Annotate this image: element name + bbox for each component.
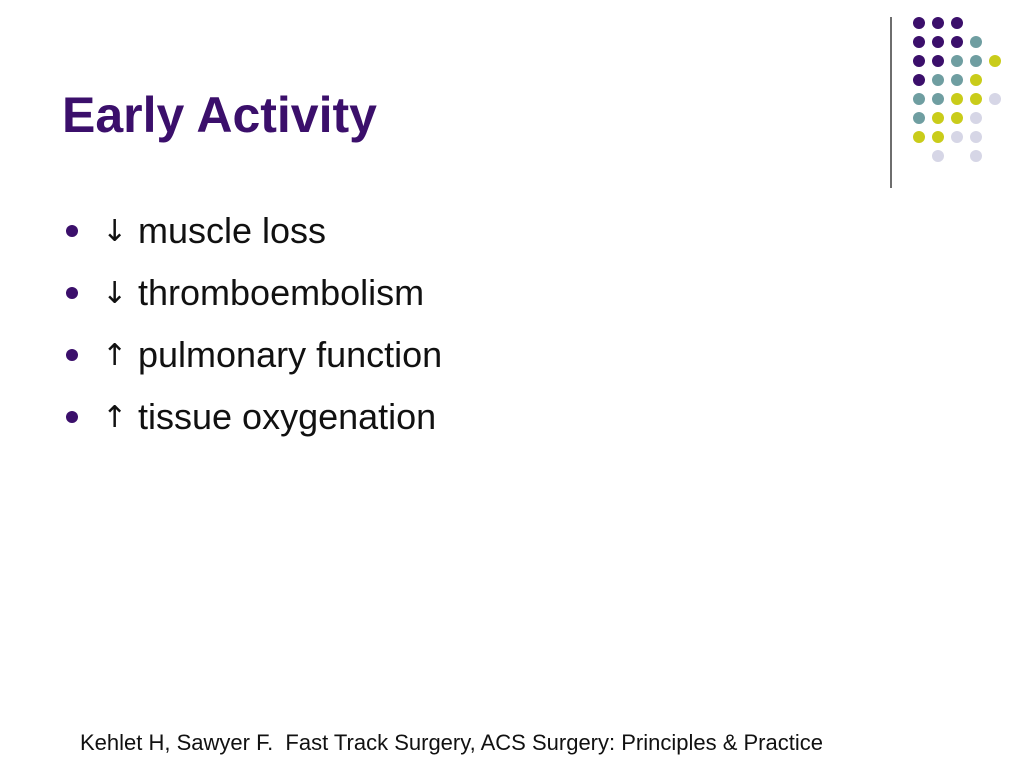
decor-dot xyxy=(970,74,982,86)
bullet-text: pulmonary function xyxy=(138,334,443,375)
bullet-dot-icon xyxy=(66,287,78,299)
decor-dot xyxy=(913,131,925,143)
bullet-dot-icon xyxy=(66,411,78,423)
decor-dot xyxy=(951,131,963,143)
decor-dot xyxy=(913,36,925,48)
bullet-dot-icon xyxy=(66,225,78,237)
decor-dot xyxy=(932,36,944,48)
citation-footer: Kehlet H, Sawyer F. Fast Track Surgery, ACS Surgery: Principles & Practice xyxy=(80,730,823,755)
decor-dot xyxy=(970,93,982,105)
decor-dot xyxy=(932,112,944,124)
decorative-dot-grid xyxy=(0,0,1024,200)
down-arrow-icon: ↓ xyxy=(102,213,128,249)
decor-dot xyxy=(970,55,982,67)
decor-dot xyxy=(951,36,963,48)
bullet-item xyxy=(62,324,442,386)
up-arrow-icon: ↑ xyxy=(102,399,128,435)
decor-dot xyxy=(951,17,963,29)
decor-dot xyxy=(989,93,1001,105)
bullet-text: muscle loss xyxy=(138,210,327,251)
bullet-list xyxy=(62,200,442,448)
bullet-text: tissue oxygenation xyxy=(138,396,437,437)
decor-dot xyxy=(951,74,963,86)
decor-dot xyxy=(932,55,944,67)
decor-dot xyxy=(951,55,963,67)
bullet-text: thromboembolism xyxy=(138,272,425,313)
bullet-dot-icon xyxy=(66,349,78,361)
decor-dot xyxy=(932,93,944,105)
decor-dot xyxy=(932,17,944,29)
decor-dot xyxy=(951,112,963,124)
bullet-item xyxy=(62,386,442,448)
bullet-item xyxy=(62,200,442,262)
bullet-item xyxy=(62,262,442,324)
decor-dot xyxy=(989,55,1001,67)
decor-dot xyxy=(932,74,944,86)
decor-dot xyxy=(913,112,925,124)
decor-dot xyxy=(951,93,963,105)
decor-dot xyxy=(970,112,982,124)
decor-dot xyxy=(913,74,925,86)
decor-dot xyxy=(970,150,982,162)
down-arrow-icon: ↓ xyxy=(102,275,128,311)
decor-dot xyxy=(913,17,925,29)
slide-title: Early Activity xyxy=(62,87,377,143)
up-arrow-icon: ↑ xyxy=(102,337,128,373)
decor-dot xyxy=(932,131,944,143)
decor-dot xyxy=(970,131,982,143)
decor-dot xyxy=(970,36,982,48)
decor-dot xyxy=(913,93,925,105)
decor-dot xyxy=(913,55,925,67)
decor-dot xyxy=(932,150,944,162)
